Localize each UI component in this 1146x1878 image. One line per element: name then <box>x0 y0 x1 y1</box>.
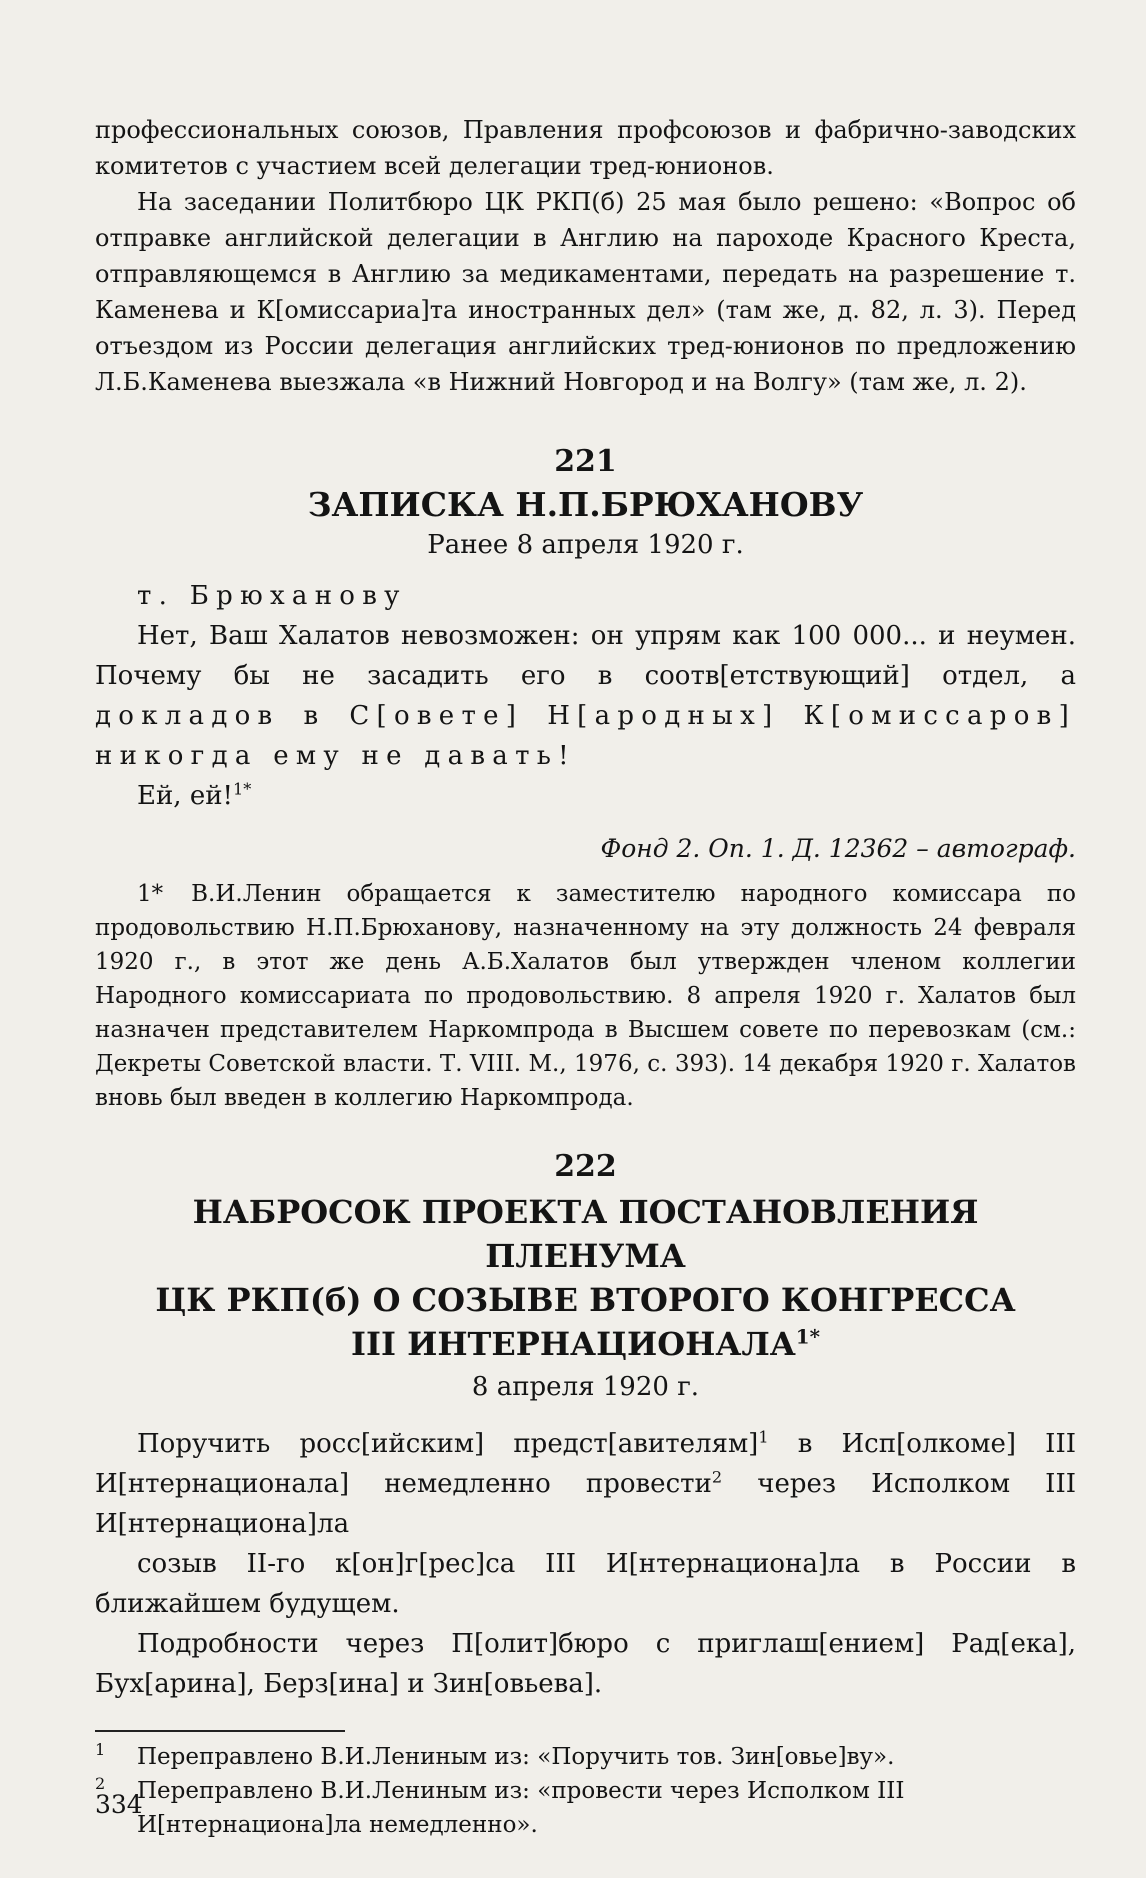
footnote-divider <box>95 1730 345 1732</box>
document-title-line-3-text: III ИНТЕРНАЦИОНАЛА <box>351 1325 796 1363</box>
draft-paragraph-3: Подробности через П[олит]бюро с приглаш[ением] Рад[ека], Бух[арина], Берз[ина] и Зин[овьева]. <box>95 1629 1076 1699</box>
document-title: ЗАПИСКА Н.П.БРЮХАНОВУ <box>307 485 864 524</box>
editorial-note-text: В.И.Ленин обращается к заместителю народного комиссара по продовольствию Н.П.Брюханову, назначенному на эту должность 24 февраля 1920 г., в этот же день А.Б.Халатов был утвержден членом коллегии Народного комиссариата по продовольствию. 8 апреля 1920 г. Халатов был назначен представителем Наркомпрода в Высшем совете по перевозкам (см.: Декреты Советской власти. Т. VIII. М., 1976, с. 393). 14 декабря 1920 г. Халатов вновь был введен в коллегию Наркомпрода. <box>95 881 1076 1111</box>
document-222 <box>95 1149 1076 1842</box>
intro-paragraph-1: профессиональных союзов, Правления профсоюзов и фабрично-заводских комитетов с участием всей делегации тред-юнионов. <box>95 116 1076 180</box>
footnote-ref-1: 1 <box>758 1427 769 1447</box>
footnote-2: 2 Переправлено В.И.Лениным из: «провести через Исполком III И[нтернациона]ла немедленно». <box>95 1774 905 1838</box>
draft-text-c: через Исполком III И[нтернациона]ла <box>95 1469 1076 1539</box>
intro-paragraph-2: На заседании Политбюро ЦК РКП(б) 25 мая было решено: «Вопрос об отправке английской делегации в Англию на пароходе Красного Креста, отправляющемся в Англию за медикаментами, передать на разрешение т. Каменева и К[омиссариа]та иностранных дел» (там же, д. 82, л. 3). Перед отъездом из России делегация английских тред-юнионов по предложению Л.Б.Каменева выезжала «в Нижний Новгород и на Волгу» (там же, л. 2). <box>95 188 1076 396</box>
document-date: 8 апреля 1920 г. <box>471 1372 700 1402</box>
closing-footnote-mark: 1* <box>233 779 252 799</box>
archive-source: Фонд 2. Оп. 1. Д. 12362 – автограф. <box>600 834 1076 863</box>
footnote-1-text: Переправлено В.И.Лениным из: «Поручить тов. Зин[овье]ву». <box>137 1744 895 1770</box>
document-date: Ранее 8 апреля 1920 г. <box>427 530 744 560</box>
page-number: 334 <box>95 1790 143 1819</box>
note-body-spaced: докладов в С[овете] Н[ародных] К[омиссаров] никогда ему не давать! <box>95 701 1076 771</box>
editorial-note <box>95 877 1076 1115</box>
draft-text-b: в Исп[олкоме] III И[нтернационала] немедленно провести <box>95 1429 1076 1499</box>
draft-text-a: Поручить росс[ийским] предст[авителям] <box>137 1429 759 1459</box>
draft-paragraph-2: созыв II-го к[он]г[рес]са III И[нтернациона]ла в России в ближайшем будущем. <box>95 1549 1076 1619</box>
title-footnote-mark: 1* <box>795 1324 820 1349</box>
footnote-ref-2: 2 <box>711 1467 723 1487</box>
document-title-line-1: НАБРОСОК ПРОЕКТА ПОСТАНОВЛЕНИЯ ПЛЕНУМА <box>192 1193 979 1275</box>
document-221 <box>95 444 1076 1115</box>
footnote-1: 1 Переправлено В.И.Лениным из: «Поручить тов. Зин[овье]ву». <box>95 1740 895 1770</box>
note-body <box>95 616 1076 776</box>
closing-text: Ей, ей! <box>137 781 234 811</box>
document-title-line-2: ЦК РКП(б) О СОЗЫВЕ ВТОРОГО КОНГРЕССА <box>155 1281 1016 1319</box>
note-body-text: Нет, Ваш Халатов невозможен: он упрям как 100 000... и неумен. Почему бы не засадить его в соотв[етствующий] отдел, а <box>95 621 1076 691</box>
salutation: т. Брюханову <box>137 581 407 611</box>
document-number: 222 <box>554 1149 617 1184</box>
editorial-note-mark: 1* <box>137 881 164 907</box>
document-number: 221 <box>554 444 617 479</box>
closing <box>95 776 1076 816</box>
draft-paragraph-1 <box>95 1424 1076 1544</box>
document-title-line-3 <box>95 1322 1076 1366</box>
footnote-2-text: Переправлено В.И.Лениным из: «провести через Исполком III И[нтернациона]ла немедленно». <box>137 1778 905 1838</box>
